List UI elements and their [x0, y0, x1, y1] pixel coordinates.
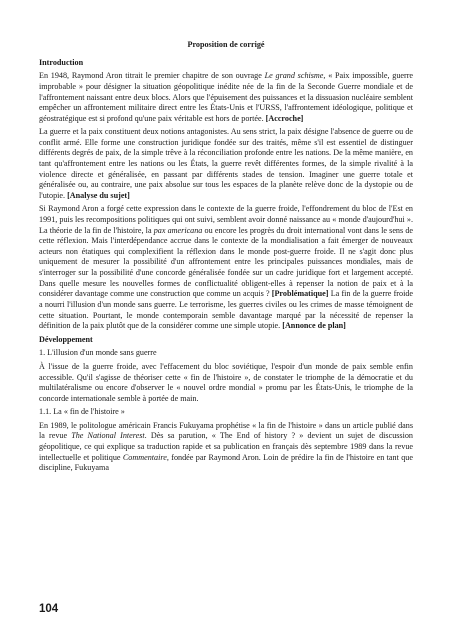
italic-term: pax americana [153, 225, 203, 235]
text-run: En 1989, le politologue américain Francis Fukuyama prophétise « la fin de l'histoire » dans un article publié dans la revue [39, 420, 413, 441]
section-marker: [Accroche] [265, 113, 304, 123]
text-run: . Dès sa parution, « The End of history ? » devient un sujet de discussion géopolitique, ce qui explique sa traduction rapide et sa publication en français dès septembre 1989 dans la revue intellectuelle et politique [39, 431, 413, 462]
text-run: Si Raymond Aron a forgé cette expression dans le contexte de la guerre froide, l'effondrement du bloc de l'Est en 1991, puis les recompositions politiques qui ont suivi, semblent avoir donné naissance au « monde d'aujourd'hui ». La théorie de la fin de l'histoire, la [39, 204, 413, 235]
paragraph-section-1: À l'issue de la guerre froide, avec l'effacement du bloc soviétique, l'espoir d'un monde de paix semble enfin accessible. Qu'il s'agisse de théoriser cette « fin de l'histoire », de constater le triomphe de la démocratie et du multilatéralisme ou encore d'observer le « nouvel ordre mondial » promu par les États-Unis, le triomphe de la concorde internationale semble à portée de main. [39, 361, 413, 403]
section-heading: 1. L'illusion d'un monde sans guerre [39, 348, 157, 358]
paragraph-hook [39, 71, 413, 124]
text-run: , fondée par Raymond Aron. Loin de prédire la fin de l'histoire en tant que discipline, Fukuyama [39, 452, 413, 473]
text-run: En 1948, Raymond Aron titrait le premier chapitre de son ouvrage [39, 71, 265, 81]
document-page [39, 40, 413, 476]
journal-title: The National Interest [71, 431, 145, 441]
paragraph-section-1-1 [39, 421, 413, 474]
text-run: , « Paix impossible, guerre improbable » pour désigner la situation géopolitique inédite née de la fin de la Seconde Guerre mondiale et de l'affrontement naissant entre deux blocs. Alors que l'épuisement des puissances et la dissuasion nucléaire semblent empêcher un affrontement militaire direct entre les États-Unis et l'URSS, l'affrontement idéologique, politique et géostratégique est si profond qu'une paix véritable est hors de portée. [39, 71, 414, 123]
subsection-heading: 1.1. La « fin de l'histoire » [39, 407, 125, 416]
introduction-heading: Introduction [39, 57, 84, 67]
page-title: Proposition de corrigé [187, 40, 265, 49]
section-marker: [Analyse du sujet] [67, 191, 130, 201]
text-run: La guerre et la paix constituent deux notions antagonistes. Au sens strict, la paix désigne l'absence de guerre ou de conflit armé. Elle forme une construction juridique fondée sur des traités, même s'il est essentiel de distinguer différents degrés de paix, de la simple trêve à la réconciliation profonde entre les nations. De la même manière, en tant qu'affrontement entre les nations ou les États, la guerre revêt différentes formes, de la simple rivalité à la violence directe et généralisée, en passant par différents stades de tension. Imaginer une guerre totale et généralisée ou, au contraire, une paix absolue sur tous les espaces de la planète relève donc de la dystopie ou de l'utopie. [39, 127, 413, 201]
paragraph-problematic [39, 204, 413, 332]
book-title: Le grand schisme [264, 71, 324, 81]
paragraph-analysis [39, 127, 413, 202]
section-marker: [Problématique] [271, 289, 329, 299]
journal-title: Commentaire [122, 452, 167, 462]
development-heading: Développement [39, 334, 93, 344]
text-run: La fin de la guerre froide a nourri l'illusion d'un monde sans guerre. Le terrorisme, les guerres civiles ou les crimes de masse témoignent de cette situation. Pourtant, le monde contemporain semble davantage marqué par la nécessité de repenser la définition de la paix plutôt que de la considérer comme une simple utopie. [39, 289, 413, 331]
page-number: 104 [39, 603, 59, 615]
section-marker: [Annonce de plan] [282, 321, 346, 331]
text-run: ou encore les progrès du droit international vont dans le sens de cette réflexion. Mais l'interdépendance accrue dans le contexte de la mondialisation a fait émerger de nouveaux acteurs non étatiques qui complexifient la réflexion dans le monde post-guerre froide. Il ne s'agit donc plus uniquement de mesurer la possibilité d'un affrontement entre les principales puissances mondiales, mais de s'interroger sur la possibilité d'une concorde généralisée fondée sur un cadre juridique fort et largement accepté. Dans quelle mesure les nouvelles formes de conflictualité obligent-elles à repenser la notion de paix et à la considérer davantage comme une construction que comme un acquis ? [39, 225, 413, 299]
